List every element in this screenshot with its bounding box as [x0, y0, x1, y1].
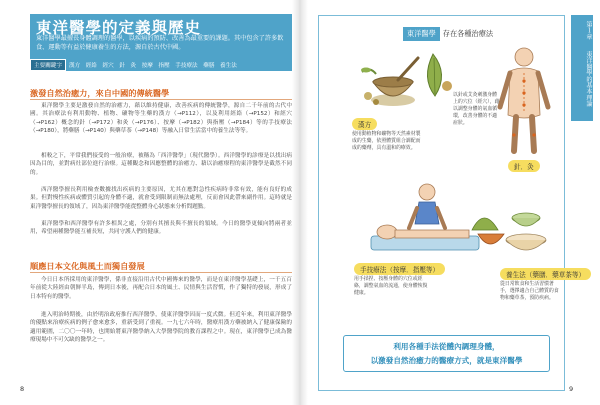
- heading-text: 存在各種治療法: [442, 29, 494, 38]
- keywords-list: 漢方 經絡 經穴 針 灸 按摩 指壓 手技療法 藥膳 養生法: [68, 63, 237, 69]
- summary-box: [343, 335, 550, 372]
- label-kampo: 漢方: [352, 118, 377, 130]
- desc-yojo: 從日常飲食和生活習慣著手，選擇適合自己體質的食物和藥草茶，預防疾病。: [500, 281, 559, 301]
- keywords-row: [30, 60, 237, 70]
- heading-tag: 東洋醫學: [403, 27, 440, 41]
- paragraph: 東洋醫學主要是激發自然的治癒力，藉以維持健康，改善疾病的傳統醫學，源自二千年前的古代中國。其治療法有利用動物、植物、礦物等生藥的漢方（→P112），以及利用經絡（→P152）和經穴（→P162）概念的針（→P172）和灸（→P176）、按摩（→P182）與指壓（→P184）等的手技療法（→P180），將藥膳（→P140）與藥草茶（→P148）等融入日常生活當中的養生法等等。: [30, 103, 292, 135]
- right-page: [300, 0, 600, 405]
- chapter-title: 東洋醫學的基本理論: [585, 51, 592, 107]
- intro-text: 東洋醫學最擅長身體調理的醫學，以疾病的預防、改善為最重要的課題。其中包含了許多飲食、運動等有益於健康養生的方法，源自於古代中國。: [36, 35, 284, 51]
- desc-manual-therapy: 用手揉捏、按壓身體的穴位或經絡，調整氣血的流通，使身體恢復健康。: [354, 276, 428, 296]
- summary-line-2: 以激發自然治癒力的醫療方式，就是東洋醫學: [370, 356, 523, 365]
- chapter-side-tab: [571, 15, 593, 121]
- section-heading-1: 激發自然治癒力，來自中國的傳統醫學: [30, 88, 170, 98]
- paragraph: 相較之下，平常我們接受的一般治療，被稱為「西洋醫學」（現代醫學）。西洋醫學的診療是以找出病因為目的，並對病灶部位進行治療。這種觀念和因應整體的治癒力、藉以治癒療程的東洋醫學是截然不同的。: [30, 153, 292, 176]
- paragraph: 東洋醫學和西洋醫學有許多相異之處，分別有其擅長與不擅長的領域。今日的醫學更傾向將兩者並用，希望兩種醫學能互補長短，共同守護人們的健康。: [30, 221, 292, 236]
- illustration-heading: [403, 27, 493, 41]
- food-bowls-icon: [470, 200, 550, 260]
- massage-illustration-icon: [365, 180, 485, 260]
- desc-acupuncture: 以針或艾灸刺激身體上的穴位（經穴），藉以調整身體的氣血循環，改善身體的不適症狀。: [453, 92, 500, 126]
- acupuncture-figure-icon: [496, 45, 552, 155]
- page-number-left: 8: [20, 385, 25, 393]
- paragraph: 今日日本所採用的東洋醫學，係非直接沿用古代中國傳來的醫學，而是在東洋醫學基礎上，一千五百年前從大陸經由朝鮮半島，傳到日本後，再配合日本的風土、民情與生活習慣，作了獨特的發展，形成了日本特有的醫學。: [30, 277, 292, 300]
- paragraph: 西洋醫學擅長利用檢查數據找出疾病的主要原因，尤其在應對急性疾病時非常有效，能有良好的成果。但對慢性疾病或體質引起的身體不適，就會受到限制而無法處理，反而會因此帶來副作用。這時就是東洋醫學擅長的領域了，因為東洋醫學能從整體身心狀態來分析問題點。: [30, 187, 292, 210]
- desc-kampo: 使用動植物和礦物等天然素材製成的生藥，依照體質組合調配而成的藥劑，具有溫和的療效。: [352, 131, 421, 151]
- label-manual-therapy: 手技療法（按摩．指壓等）: [354, 263, 445, 275]
- paragraph: 進入明治時期後，由於明治政府推行西洋醫學，使東洋醫學因而一度式微。但近年來，利用東洋醫學的優點來治療疾病的例子愈來愈多，重新受到了重視。一九七六年時，醫療用漢方藥被納入了健康保險的適用範圍，二〇〇一年時，也開始將東洋醫學納入大學醫學院的教育課程之中。現在，東洋醫學已成為醫療現場中不可欠缺的醫學之一。: [30, 312, 292, 344]
- section-divider-2: [30, 272, 292, 273]
- keywords-label: 主要關鍵字: [30, 59, 66, 71]
- summary-line-1: 利用各種手法從體內調理身體，: [393, 342, 500, 351]
- chapter-number: 第１章: [585, 21, 592, 40]
- page-title: 東洋醫學的定義與歷史: [36, 19, 202, 37]
- section-heading-2: 順應日本文化與風土而獨自發展: [30, 261, 145, 271]
- section-divider-1: [30, 99, 292, 100]
- label-yojo: 養生法（藥膳．藥草茶等）: [500, 268, 591, 280]
- herb-leaf-icon: [415, 48, 455, 98]
- page-number-right: 9: [569, 385, 574, 393]
- label-acupuncture: 針．灸: [508, 160, 540, 172]
